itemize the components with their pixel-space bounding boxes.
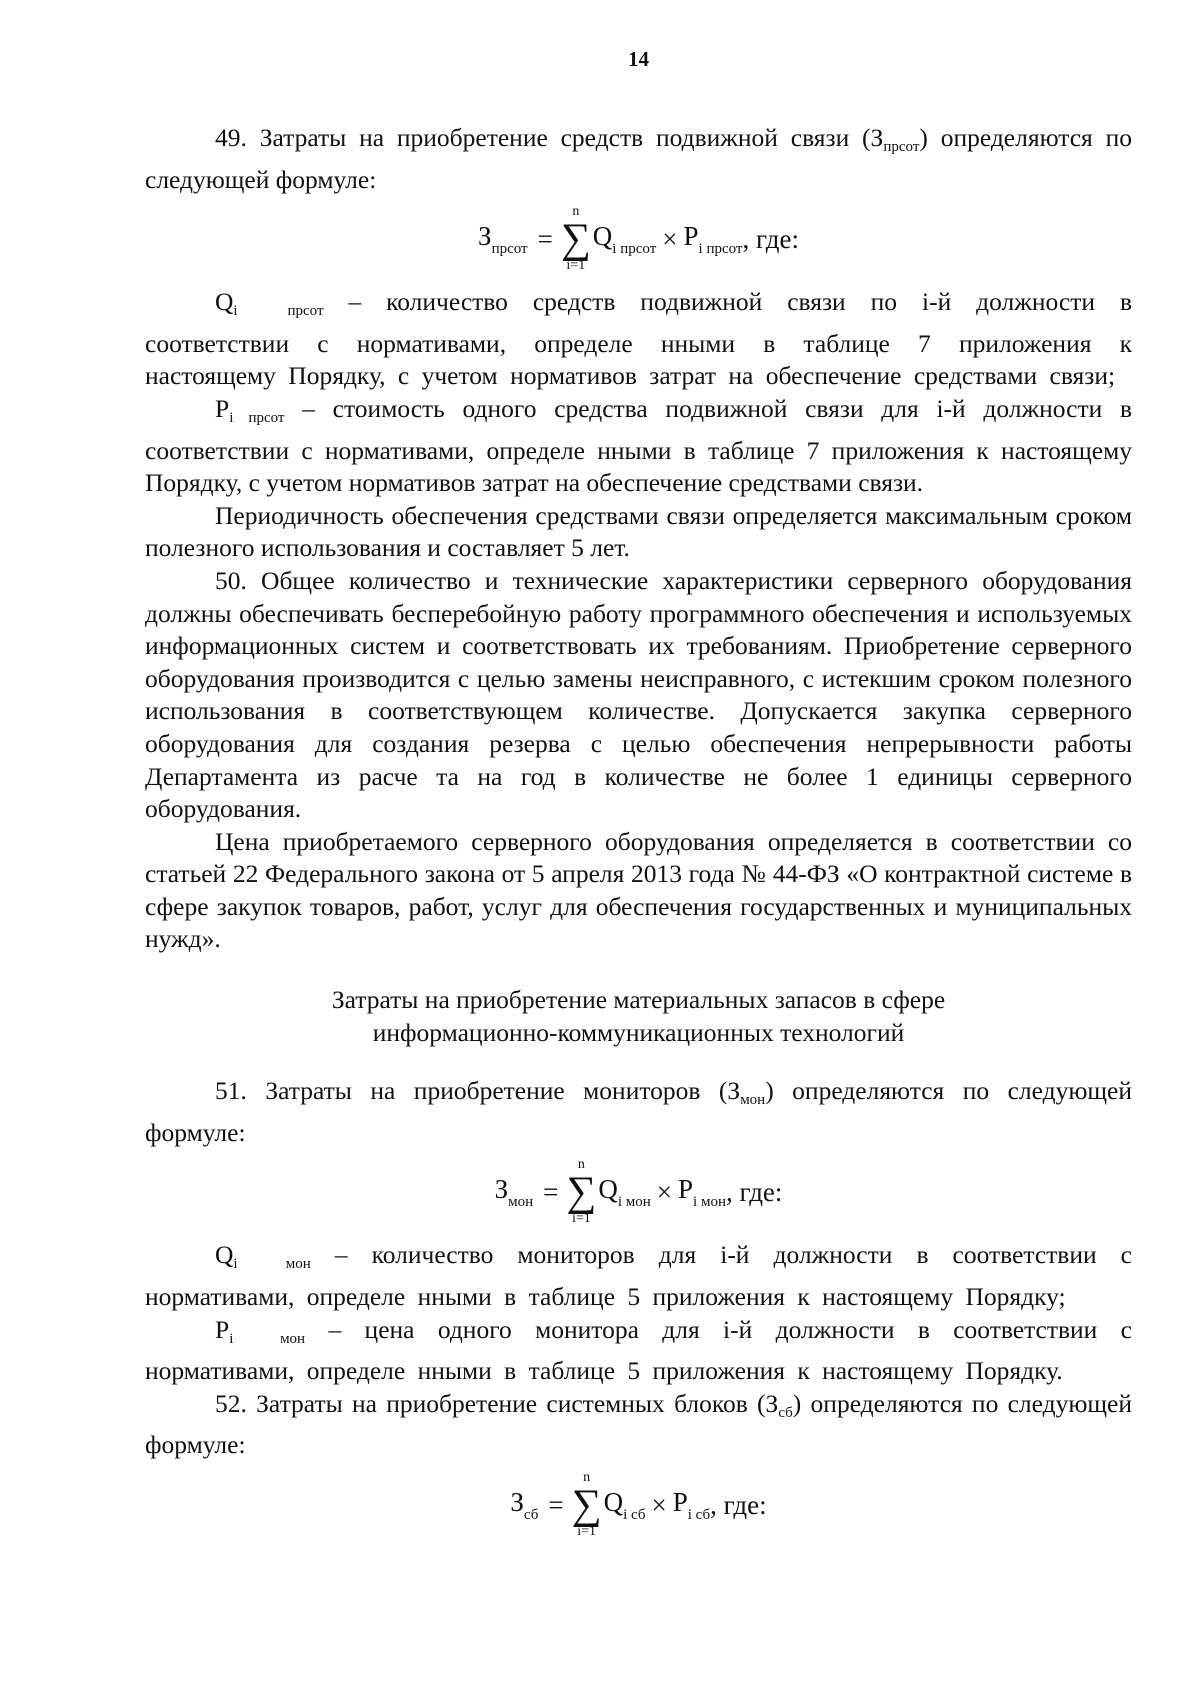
def-subscript: мон [280, 1330, 306, 1347]
summation-sign [566, 1158, 596, 1226]
formula-prsot [145, 198, 1132, 280]
def-symbol: Q [215, 287, 234, 317]
formula-q-subscript: i прсот [612, 240, 657, 257]
summation-sign [561, 205, 591, 273]
definition-p-mon [145, 1314, 1132, 1388]
formula-lhs-subscript: мон [508, 1193, 534, 1210]
definition-q-mon [145, 1239, 1132, 1313]
def-subscript: прсот [287, 303, 324, 320]
sigma-symbol: ∑ [560, 216, 591, 263]
def-symbol: P [215, 393, 230, 423]
formula-q-symbol: Q [598, 1173, 618, 1204]
formula-suffix: , где: [710, 1489, 767, 1520]
section-heading-line-1: Затраты на приобретение материальных запасов в сфере [331, 985, 946, 1015]
formula-mon [145, 1151, 1132, 1233]
sigma-symbol: ∑ [571, 1482, 602, 1528]
subscript-prsot: прсот [883, 139, 920, 155]
section-heading [145, 984, 1132, 1049]
formula-p-term [684, 221, 743, 258]
equals-sign: = [548, 1489, 564, 1520]
def-text: – стоимость одного средства подвижной связи для i-й должности в соответствии с нормативами, определе нными в таблице 7 приложения к настоящему Порядку, с учетом нормативов затрат на обеспечение средствами связи. [145, 393, 1133, 498]
formula-suffix: , где: [742, 223, 799, 254]
summation-lower-limit: i=1 [571, 1211, 591, 1227]
paragraph-51 [145, 1075, 1132, 1149]
def-subscript-i: i [229, 1330, 234, 1347]
formula-p-subscript: i прсот [698, 240, 743, 257]
summation-upper-limit: n [583, 1470, 591, 1485]
formula-lhs [510, 1487, 538, 1524]
paragraph-50: 50. Общее количество и технические характеристики серверного оборудования должны обеспечивать бесперебойную работу программного обеспечения и используемых информационных систем и соответствовать их требованиям. Приобретение серверного оборудования производится с целью замены неисправного, с истекшим сроком полезного использования в соответствующем количестве. Допускается закупка серверного оборудования для создания резерва с целью обеспечения непрерывности работы Департамента из расче та на год в количестве не более 1 единицы серверного оборудования. [145, 565, 1132, 824]
formula-p-term [678, 1174, 726, 1211]
formula-p-symbol: P [678, 1173, 694, 1204]
paragraph-periodicity: Периодичность обеспечения средствами связи определяется максимальным сроком полезного использования и составляет 5 лет. [145, 500, 1132, 563]
subscript-mon: мон [740, 1092, 766, 1109]
summation-upper-limit: n [572, 204, 580, 220]
formula-lhs-symbol: З [494, 1173, 509, 1204]
formula-q-term [598, 1174, 650, 1211]
definition-p-prsot [145, 393, 1132, 500]
formula-q-symbol: Q [592, 220, 613, 251]
formula-q-subscript: i мон [617, 1193, 651, 1210]
paragraph-49 [145, 122, 1132, 196]
formula-q-term [593, 221, 656, 258]
page-number: 14 [628, 47, 649, 71]
formula-lhs-symbol: З [510, 1486, 524, 1517]
formula-lhs-symbol: З [478, 220, 492, 251]
formula-sb [145, 1464, 1132, 1546]
definition-q-prsot [145, 286, 1132, 393]
def-subscript-i: i [233, 303, 238, 320]
multiply-sign: × [656, 1176, 672, 1207]
formula-p-symbol: P [672, 1486, 688, 1517]
formula-lhs [495, 1174, 534, 1211]
equals-sign: = [543, 1176, 559, 1207]
def-subscript: i прсот [229, 409, 285, 426]
formula-lhs-subscript: прсот [491, 240, 528, 257]
def-symbol: P [215, 1314, 230, 1344]
paragraph-49-text-start: 49. Затраты на приобретение средств подвижной связи (З [215, 123, 884, 152]
def-subscript: мон [285, 1256, 311, 1273]
summation-lower-limit: i=1 [566, 258, 586, 274]
formula-lhs-subscript: сб [523, 1506, 539, 1523]
formula-q-subscript: i сб [623, 1506, 646, 1523]
sigma-symbol: ∑ [566, 1169, 597, 1216]
formula-lhs [478, 221, 528, 258]
multiply-sign: × [651, 1489, 667, 1520]
paragraph-49-text-end: ) определяются по следующей формуле: [145, 123, 1132, 194]
paragraph-51-text-start: 51. Затраты на приобретение мониторов (З [215, 1076, 741, 1106]
paragraph-52 [145, 1388, 1132, 1462]
paragraph-price: Цена приобретаемого серверного оборудования определяется в соответствии со статьей 22 Федерального закона от 5 апреля 2013 года № 44-ФЗ «О контрактной системе в сфере закупок товаров, работ, услуг для обеспечения государственных и муниципальных нужд». [145, 826, 1132, 954]
formula-q-term [604, 1487, 646, 1524]
formula-p-subscript: i мон [693, 1193, 726, 1210]
def-text: – количество средств подвижной связи по i-й должности в соответствии с нормативами, определе нными в таблице 7 приложения к настоящему Порядку, с учетом нормативов затрат на обеспечение средствами связи; [145, 287, 1133, 391]
summation-upper-limit: n [577, 1157, 585, 1173]
summation-lower-limit: i=1 [577, 1524, 597, 1539]
paragraph-51-text-end: ) определяются по следующей формуле: [145, 1076, 1132, 1147]
multiply-sign: × [662, 223, 678, 254]
def-symbol: Q [215, 1240, 234, 1270]
def-text: – количество мониторов для i-й должности в соответствии с нормативами, определе нными в таблице 5 приложения к настоящему Порядку; [145, 1240, 1133, 1312]
formula-q-symbol: Q [603, 1486, 624, 1517]
def-subscript-i: i [233, 1256, 238, 1273]
formula-p-subscript: i сб [687, 1506, 711, 1523]
subscript-sb: сб [778, 1404, 793, 1421]
def-text: – цена одного монитора для i-й должности в соответствии с нормативами, определе нными в таблице 5 приложения к настоящему Порядку. [145, 1314, 1132, 1386]
summation-sign [572, 1471, 602, 1539]
formula-p-symbol: P [683, 220, 699, 251]
paragraph-52-text-start: 52. Затраты на приобретение системных блоков (З [215, 1388, 779, 1418]
formula-p-term [673, 1487, 710, 1524]
formula-suffix: , где: [725, 1176, 783, 1207]
equals-sign: = [537, 223, 553, 254]
paragraph-52-text-end: ) определяются по следующей формуле: [145, 1388, 1132, 1460]
section-heading-line-2: информационно-коммуникационных технологий [372, 1017, 905, 1047]
